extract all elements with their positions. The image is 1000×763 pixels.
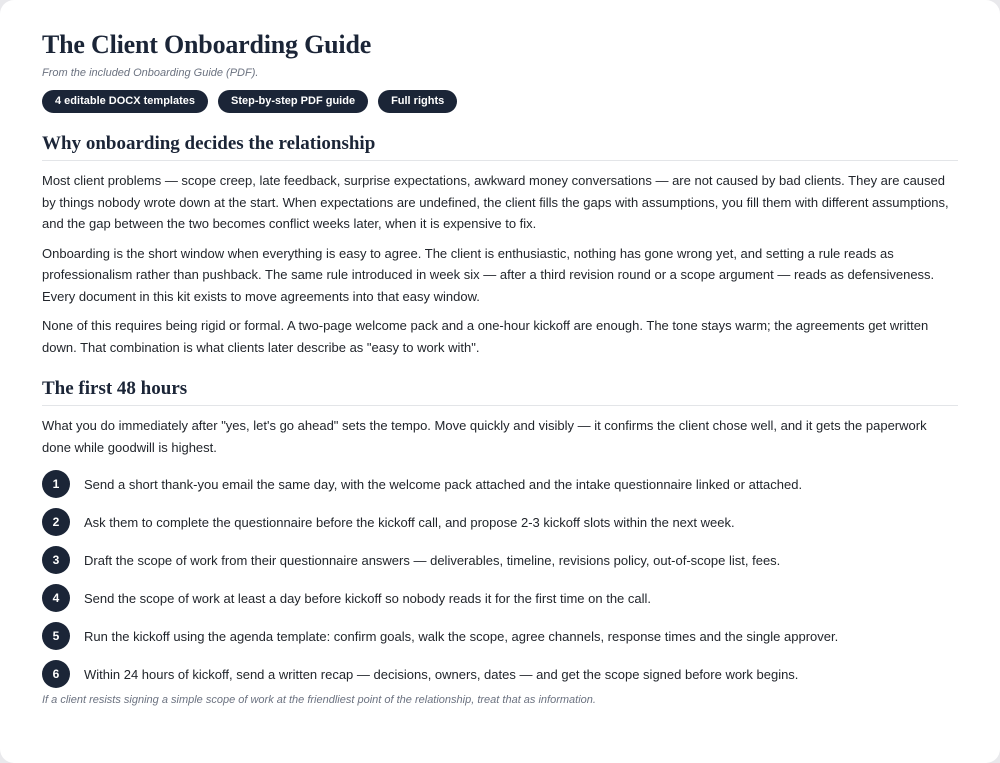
badge-pdf-guide: Step-by-step PDF guide [218, 90, 368, 113]
step-text: Run the kickoff using the agenda template: confirm goals, walk the scope, agree channels, response times and the single approver. [84, 628, 839, 644]
paragraph: None of this requires being rigid or formal. A two-page welcome pack and a one-hour kickoff are enough. The tone stays warm; the agreements get written down. That combination is what clients later describe as "easy to work with". [42, 318, 929, 355]
step-text: Within 24 hours of kickoff, send a written recap — decisions, owners, dates — and get the scope signed before work begins. [84, 666, 799, 682]
step-number-badge: 3 [42, 546, 70, 574]
step-number-badge: 1 [42, 470, 70, 498]
paragraph: Most client problems — scope creep, late feedback, surprise expectations, awkward money conversations — are not caused by bad clients. They are caused by things nobody wrote down at the start. When expectations are undefined, the client fills the gaps with assumptions, you fill them with different assumptions, and the gap between the two becomes conflict weeks later, when it is expensive to fix. [42, 173, 949, 231]
footnote: If a client resists signing a simple scope of work at the friendliest point of the relationship, treat that as information. [42, 694, 596, 706]
step-item [42, 545, 958, 575]
step-text: Draft the scope of work from their questionnaire answers — deliverables, timeline, revisions policy, out-of-scope list, fees. [84, 552, 781, 568]
section-intro: What you do immediately after "yes, let's go ahead" sets the tempo. Move quickly and visibly — it confirms the client chose well, and it gets the paperwork done while goodwill is highest. [42, 418, 927, 455]
step-number-badge: 6 [42, 660, 70, 688]
badge-full-rights: Full rights [378, 90, 457, 113]
page-subtitle: From the included Onboarding Guide (PDF). [42, 67, 259, 79]
badge-row [42, 90, 958, 113]
step-item [42, 469, 958, 499]
section-heading-why-onboarding: Why onboarding decides the relationship [42, 133, 958, 161]
step-text: Send the scope of work at least a day before kickoff so nobody reads it for the first time on the call. [84, 590, 652, 606]
step-item [42, 621, 958, 651]
section-heading-first-48-hours: The first 48 hours [42, 378, 958, 406]
step-number-badge: 2 [42, 508, 70, 536]
badge-docx-templates: 4 editable DOCX templates [42, 90, 208, 113]
step-number-badge: 4 [42, 584, 70, 612]
step-item [42, 507, 958, 537]
page-title: The Client Onboarding Guide [42, 30, 372, 59]
step-item [42, 659, 958, 689]
step-text: Send a short thank-you email the same day, with the welcome pack attached and the intake questionnaire linked or attached. [84, 476, 803, 492]
step-item [42, 583, 958, 613]
paragraph: Onboarding is the short window when everything is easy to agree. The client is enthusiastic, nothing has gone wrong yet, and setting a rule reads as professionalism rather than pushback. The same rule introduced in week six — after a third revision round or a scope argument — reads as defensiveness. Every document in this kit exists to move agreements into that easy window. [42, 245, 935, 304]
step-text: Ask them to complete the questionnaire before the kickoff call, and propose 2-3 kickoff slots within the next week. [84, 514, 735, 530]
steps-list [42, 469, 958, 689]
step-number-badge: 5 [42, 622, 70, 650]
